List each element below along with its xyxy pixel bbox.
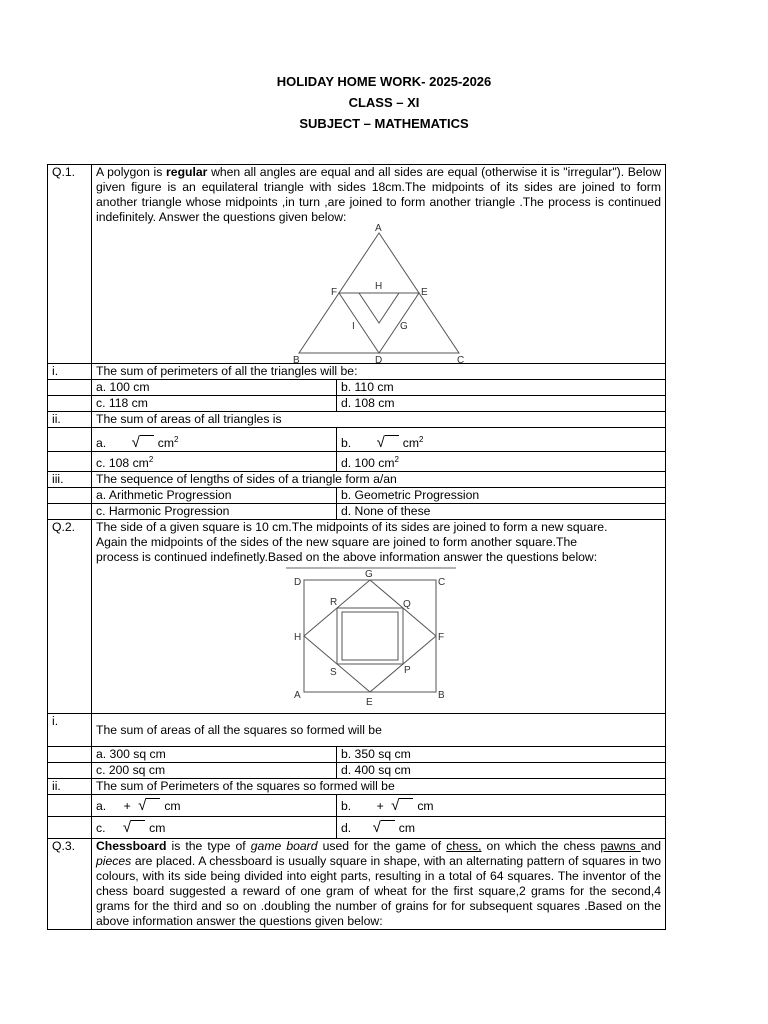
- q1-sub2-option-c: c. 108 $cm^2$: [92, 452, 337, 472]
- q1-sub1-option-b: b. 110 cm: [337, 380, 666, 396]
- q2-sub1-option-d: d. 400 sq cm: [337, 763, 666, 779]
- label-G: G: [399, 321, 408, 332]
- q2-sub2-option-b: b. + √ cm: [337, 795, 666, 817]
- label-H: H: [374, 281, 382, 292]
- q2-sub2-option-a: a. + √ cm: [92, 795, 337, 817]
- q1-sub2-option-a: a. √ $cm^2$: [92, 428, 337, 452]
- q1-number: Q.1.: [48, 165, 92, 364]
- label-D: D: [374, 355, 382, 363]
- q1-sub3-option-c: c. Harmonic Progression: [92, 504, 337, 520]
- q1-row: [48, 165, 666, 364]
- sqrt-icon: √: [138, 798, 160, 814]
- label-B: B: [438, 690, 445, 702]
- label-Q: Q: [403, 599, 411, 611]
- label-S: S: [330, 667, 337, 679]
- label-F: F: [438, 632, 445, 644]
- label-A: A: [294, 690, 301, 702]
- q1-sub1-number: i.: [48, 364, 92, 380]
- q1-sub1-option-a: a. 100 cm: [92, 380, 337, 396]
- sqrt-icon: √: [377, 435, 399, 451]
- q2-sub1-question: The sum of areas of all the squares so formed will be: [92, 714, 666, 747]
- q1-sub1-option-c: c. 118 cm: [92, 396, 337, 412]
- label-F: F: [330, 287, 337, 298]
- sqrt-icon: √: [132, 435, 154, 451]
- page-title: HOLIDAY HOME WORK- 2025-2026: [276, 74, 492, 89]
- square-figure: [286, 565, 466, 713]
- q2-sub2-question: The sum of Perimeters of the squares so formed will be: [92, 779, 666, 795]
- triangle-figure: [279, 223, 479, 363]
- label-D: D: [294, 577, 302, 589]
- q2-sub2-option-d: d. √ cm: [337, 817, 666, 839]
- q2-sub2-number: ii.: [48, 779, 92, 795]
- label-A: A: [374, 223, 382, 234]
- q1-sub3-option-d: d. None of these: [337, 504, 666, 520]
- label-I: I: [351, 321, 355, 332]
- q2-sub1-option-c: c. 200 sq cm: [92, 763, 337, 779]
- sqrt-icon: √: [391, 798, 413, 814]
- sqrt-icon: √: [123, 820, 145, 836]
- label-G: G: [365, 569, 373, 581]
- q2-sub2-option-c: c. √ cm: [92, 817, 337, 839]
- q2-sub1-number: i.: [48, 714, 92, 747]
- q1-sub3-number: iii.: [48, 472, 92, 488]
- questions-table: [47, 164, 666, 930]
- label-H: H: [294, 632, 302, 644]
- q1-sub2-number: ii.: [48, 412, 92, 428]
- class-heading: CLASS – XI: [348, 95, 420, 110]
- subject-heading: SUBJECT – MATHEMATICS: [299, 116, 469, 131]
- label-C: C: [438, 577, 446, 589]
- label-R: R: [330, 597, 338, 609]
- q3-text: Chessboard is the type of game board used for the game of chess, on which the chess pawns and pieces are placed. A chessboard is usually square in shape, with an alternating pattern of squares in two colours, with its side being divided into eight parts, resulting in a total of 64 squares. The inventor of the chess board suggested a reward of one gram of wheat for the first square,2 grams for the second,4 grams for the third and so on .doubling the number of grains for for subsequent squares .Based on the above information answer the questions given below:: [92, 839, 666, 930]
- label-P: P: [404, 665, 411, 677]
- label-E: E: [420, 287, 428, 298]
- q2-number: Q.2.: [48, 520, 92, 714]
- label-C: C: [456, 355, 464, 363]
- q2-row: [48, 520, 666, 714]
- q3-number: Q.3.: [48, 839, 92, 930]
- q2-sub1-option-a: a. 300 sq cm: [92, 747, 337, 763]
- q1-sub2-option-d: d. 100 $cm^2$: [337, 452, 666, 472]
- q3-row: [48, 839, 666, 930]
- q1-sub2-option-b: b. √ $cm^2$: [337, 428, 666, 452]
- q1-sub1-option-d: d. 108 cm: [337, 396, 666, 412]
- label-E: E: [366, 697, 373, 709]
- q2-sub1-option-b: b. 350 sq cm: [337, 747, 666, 763]
- q1-sub2-question: The sum of areas of all triangles is: [92, 412, 666, 428]
- sqrt-icon: √: [373, 820, 395, 836]
- q1-sub3-question: The sequence of lengths of sides of a triangle form a/an: [92, 472, 666, 488]
- q2-text: The side of a given square is 10 cm.The midpoints of its sides are joined to form a new square. Again the midpoints of the sides of the new square are joined to form another square.The process is continued indefinetly.Based on the above information answer the questions below: A B C D E F G H P Q R S: [92, 520, 666, 714]
- q1-sub3-option-b: b. Geometric Progression: [337, 488, 666, 504]
- q1-text: A polygon is regular when all angles are equal and all sides are equal (otherwise it is "irregular"). Below given figure is an equilateral triangle with sides 18cm.The midpoints of its sides are joined to form another triangle whose midpoints ,in turn ,are joined to form another triangle .The process is continued indefinitely. Answer the questions given below: A B C D E F G H I: [92, 165, 666, 364]
- q1-sub1-question: The sum of perimeters of all the triangles will be:: [92, 364, 666, 380]
- q1-sub3-option-a: a. Arithmetic Progression: [92, 488, 337, 504]
- label-B: B: [292, 355, 300, 363]
